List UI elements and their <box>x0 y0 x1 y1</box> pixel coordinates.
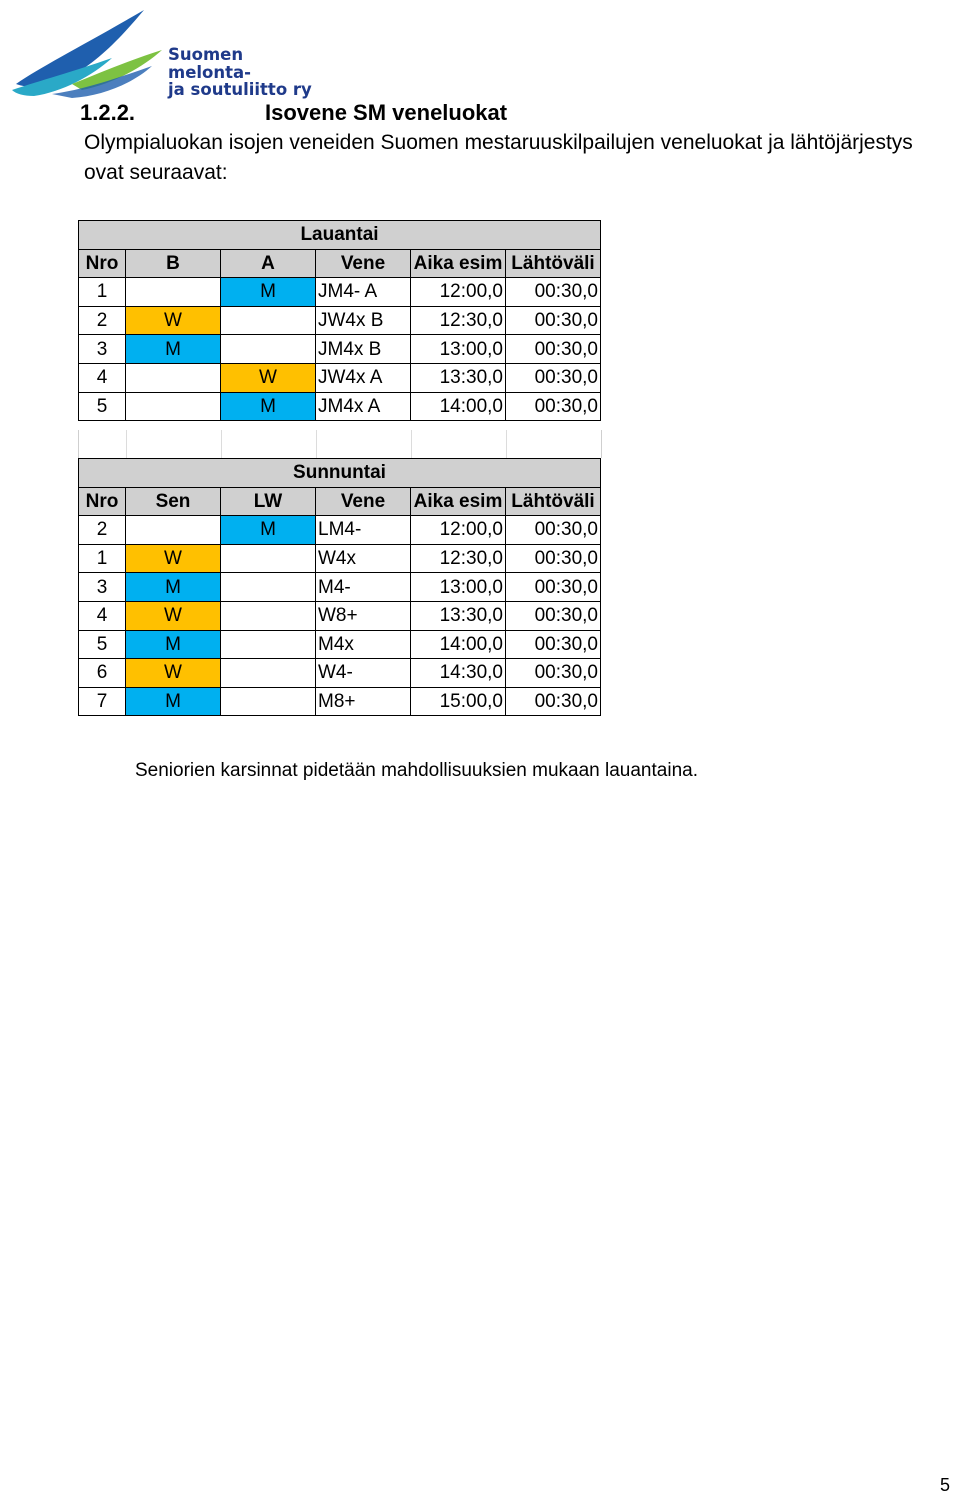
table-cell: LM4- <box>316 516 411 545</box>
table-cell: 00:30,0 <box>506 659 601 688</box>
table-cell <box>126 516 221 545</box>
column-header: LW <box>221 487 316 516</box>
table-cell: W4x <box>316 544 411 573</box>
logo-line-2: melonta- <box>168 62 251 82</box>
table-cell: 1 <box>79 278 126 307</box>
table-cell: 13:00,0 <box>411 335 506 364</box>
sunday-header-row <box>79 487 601 516</box>
table-row <box>79 630 601 659</box>
table-cell: W <box>221 363 316 392</box>
table-cell: 15:00,0 <box>411 687 506 716</box>
table-cell: 14:00,0 <box>411 630 506 659</box>
table-cell: JM4x B <box>316 335 411 364</box>
table-cell <box>126 278 221 307</box>
table-cell: 1 <box>79 544 126 573</box>
table-row <box>79 659 601 688</box>
logo-wordmark <box>168 46 312 99</box>
column-header: Vene <box>316 249 411 278</box>
table-row <box>79 544 601 573</box>
logo-line-3: ja soutuliitto ry <box>168 80 312 99</box>
table-cell: 12:00,0 <box>411 278 506 307</box>
column-header: Aika esim <box>411 487 506 516</box>
table-cell: 5 <box>79 392 126 421</box>
table-cell: 13:00,0 <box>411 573 506 602</box>
qualification-note: Seniorien karsinnat pidetään mahdollisuuksien mukaan lauantaina. <box>135 760 698 781</box>
saturday-title: Lauantai <box>79 221 601 250</box>
table-cell: 2 <box>79 516 126 545</box>
table-row <box>79 687 601 716</box>
intro-paragraph: Olympialuokan isojen veneiden Suomen mestaruuskilpailujen veneluokat ja lähtöjärjestys ovat seuraavat: <box>84 131 913 184</box>
federation-logo <box>12 6 312 98</box>
saturday-table <box>78 220 601 421</box>
table-cell: 00:30,0 <box>506 278 601 307</box>
table-row <box>79 601 601 630</box>
table-cell <box>221 687 316 716</box>
table-cell: 4 <box>79 601 126 630</box>
table-cell: M <box>126 687 221 716</box>
table-cell: W <box>126 601 221 630</box>
table-cell: M4- <box>316 573 411 602</box>
column-header: Sen <box>126 487 221 516</box>
table-cell: 3 <box>79 573 126 602</box>
table-row <box>79 335 601 364</box>
page-number: 5 <box>939 1475 950 1495</box>
table-cell: 00:30,0 <box>506 687 601 716</box>
table-cell <box>221 306 316 335</box>
table-cell: 00:30,0 <box>506 392 601 421</box>
table-cell: W4- <box>316 659 411 688</box>
table-row <box>79 516 601 545</box>
table-cell: 14:00,0 <box>411 392 506 421</box>
table-cell: 00:30,0 <box>506 335 601 364</box>
table-cell <box>221 335 316 364</box>
table-cell: 5 <box>79 630 126 659</box>
table-cell <box>221 659 316 688</box>
table-cell: 6 <box>79 659 126 688</box>
table-cell: 00:30,0 <box>506 544 601 573</box>
sunday-title-row <box>79 459 601 488</box>
column-header: Aika esim <box>411 249 506 278</box>
section-title: Isovene SM veneluokat <box>265 100 508 125</box>
saturday-title-row <box>79 221 601 250</box>
table-cell: M4x <box>316 630 411 659</box>
table-cell: 12:00,0 <box>411 516 506 545</box>
table-row <box>79 392 601 421</box>
saturday-header-row <box>79 249 601 278</box>
table-cell: 7 <box>79 687 126 716</box>
table-gap-row <box>78 430 602 458</box>
table-cell: 4 <box>79 363 126 392</box>
table-cell: JM4x A <box>316 392 411 421</box>
table-cell: 00:30,0 <box>506 516 601 545</box>
table-cell: JW4x B <box>316 306 411 335</box>
table-cell: W <box>126 306 221 335</box>
table-cell <box>126 363 221 392</box>
canoe-wave-icon <box>12 6 172 98</box>
logo-line-1: Suomen <box>168 45 244 64</box>
table-row <box>79 306 601 335</box>
table-cell: M <box>126 573 221 602</box>
table-cell: M <box>221 392 316 421</box>
table-cell: 12:30,0 <box>411 544 506 573</box>
table-cell: JW4x A <box>316 363 411 392</box>
column-header: Nro <box>79 487 126 516</box>
table-cell <box>221 630 316 659</box>
table-cell <box>221 544 316 573</box>
table-cell <box>221 601 316 630</box>
table-cell: W <box>126 544 221 573</box>
table-cell: 13:30,0 <box>411 363 506 392</box>
section-number: 1.2.2. <box>80 100 136 125</box>
table-row <box>79 363 601 392</box>
table-cell: 00:30,0 <box>506 363 601 392</box>
table-cell: 13:30,0 <box>411 601 506 630</box>
table-cell: M <box>221 278 316 307</box>
table-cell: M8+ <box>316 687 411 716</box>
table-cell: 00:30,0 <box>506 306 601 335</box>
table-cell: W <box>126 659 221 688</box>
table-cell: 3 <box>79 335 126 364</box>
table-cell: M <box>126 630 221 659</box>
table-cell: JM4- A <box>316 278 411 307</box>
table-row <box>79 278 601 307</box>
column-header: A <box>221 249 316 278</box>
sunday-title: Sunnuntai <box>79 459 601 488</box>
table-cell: 12:30,0 <box>411 306 506 335</box>
table-cell: W8+ <box>316 601 411 630</box>
section-heading <box>80 100 508 126</box>
column-header: Vene <box>316 487 411 516</box>
table-cell: M <box>221 516 316 545</box>
table-cell: 00:30,0 <box>506 573 601 602</box>
table-cell: M <box>126 335 221 364</box>
sunday-table <box>78 458 601 716</box>
column-header: Nro <box>79 249 126 278</box>
column-header: Lähtöväli <box>506 487 601 516</box>
table-cell: 14:30,0 <box>411 659 506 688</box>
table-row <box>79 573 601 602</box>
table-cell: 00:30,0 <box>506 601 601 630</box>
table-cell: 2 <box>79 306 126 335</box>
column-header: Lähtöväli <box>506 249 601 278</box>
column-header: B <box>126 249 221 278</box>
table-cell: 00:30,0 <box>506 630 601 659</box>
table-cell <box>221 573 316 602</box>
table-cell <box>126 392 221 421</box>
